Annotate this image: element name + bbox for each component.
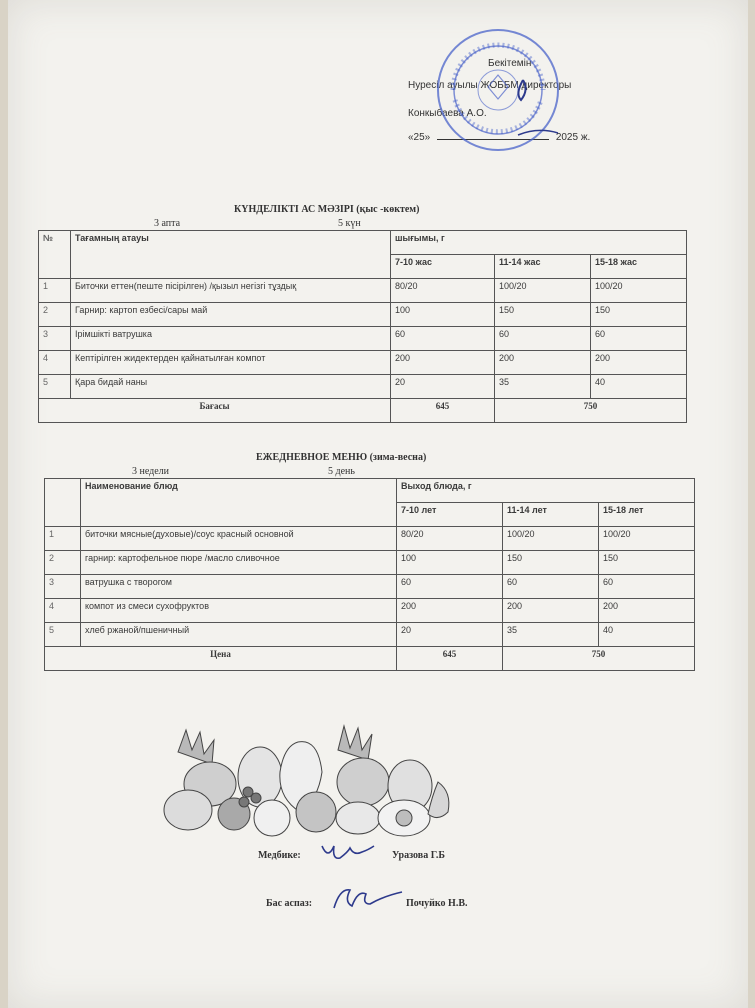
cook-name: Почуйко Н.В. bbox=[406, 898, 468, 909]
yield-cell: 60 bbox=[599, 575, 695, 599]
kz-menu-week: 3 апта bbox=[154, 218, 181, 229]
yield-cell: 35 bbox=[495, 375, 591, 399]
table-row bbox=[45, 527, 695, 551]
dish-name: компот из смеси сухофруктов bbox=[81, 599, 397, 623]
kz-header-num: № bbox=[39, 231, 71, 279]
cook-signature bbox=[330, 884, 406, 914]
row-number: 5 bbox=[39, 375, 71, 399]
yield-cell: 150 bbox=[599, 551, 695, 575]
dish-name: Ірімшікті ватрушка bbox=[71, 327, 391, 351]
price-value: 750 bbox=[495, 399, 687, 423]
row-number: 2 bbox=[39, 303, 71, 327]
kz-header-age: 15-18 жас bbox=[591, 255, 687, 279]
table-row bbox=[39, 351, 687, 375]
approval-day: «25» bbox=[408, 132, 431, 143]
row-number: 4 bbox=[45, 599, 81, 623]
table-row bbox=[39, 279, 687, 303]
row-number: 3 bbox=[45, 575, 81, 599]
yield-cell: 40 bbox=[599, 623, 695, 647]
yield-cell: 60 bbox=[495, 327, 591, 351]
yield-cell: 35 bbox=[503, 623, 599, 647]
yield-cell: 200 bbox=[503, 599, 599, 623]
price-value: 645 bbox=[391, 399, 495, 423]
yield-cell: 60 bbox=[397, 575, 503, 599]
row-number: 1 bbox=[39, 279, 71, 303]
fruit-illustration bbox=[148, 722, 468, 840]
ru-menu-title: ЕЖЕДНЕВНОЕ МЕНЮ (зима-весна) bbox=[256, 452, 427, 463]
ru-menu-table bbox=[44, 478, 695, 671]
yield-cell: 20 bbox=[397, 623, 503, 647]
ru-header-age: 7-10 лет bbox=[397, 503, 503, 527]
table-row bbox=[45, 551, 695, 575]
yield-cell: 150 bbox=[591, 303, 687, 327]
yield-cell: 100/20 bbox=[599, 527, 695, 551]
yield-cell: 150 bbox=[495, 303, 591, 327]
dish-name: биточки мясные(духовые)/соус красный основной bbox=[81, 527, 397, 551]
row-number: 1 bbox=[45, 527, 81, 551]
kz-menu-day: 5 күн bbox=[338, 218, 361, 229]
price-row bbox=[39, 399, 687, 423]
yield-cell: 80/20 bbox=[391, 279, 495, 303]
yield-cell: 150 bbox=[503, 551, 599, 575]
ru-header-age: 15-18 лет bbox=[599, 503, 695, 527]
kz-header-age: 7-10 жас bbox=[391, 255, 495, 279]
table-row bbox=[45, 599, 695, 623]
dish-name: Қара бидай наны bbox=[71, 375, 391, 399]
yield-cell: 20 bbox=[391, 375, 495, 399]
yield-cell: 200 bbox=[391, 351, 495, 375]
dish-name: хлеб ржаной/пшеничный bbox=[81, 623, 397, 647]
kz-header-yield: шығымы, г bbox=[391, 231, 687, 255]
approval-title: Бекітемін bbox=[488, 58, 532, 69]
price-value: 750 bbox=[503, 647, 695, 671]
ru-header-age: 11-14 лет bbox=[503, 503, 599, 527]
table-row bbox=[45, 575, 695, 599]
yield-cell: 40 bbox=[591, 375, 687, 399]
ru-header-num bbox=[45, 479, 81, 527]
table-row bbox=[39, 375, 687, 399]
table-row bbox=[45, 623, 695, 647]
yield-cell: 60 bbox=[391, 327, 495, 351]
kz-header-name: Тағамның атауы bbox=[71, 231, 391, 279]
yield-cell: 100/20 bbox=[591, 279, 687, 303]
nurse-signature bbox=[318, 840, 378, 864]
yield-cell: 200 bbox=[397, 599, 503, 623]
dish-name: Гарнир: картоп езбесі/сары май bbox=[71, 303, 391, 327]
approval-position: Нуресіл ауылы ЖОББМ директоры bbox=[408, 80, 572, 91]
yield-cell: 80/20 bbox=[397, 527, 503, 551]
price-label: Бағасы bbox=[39, 399, 391, 423]
document-page bbox=[8, 0, 748, 1008]
yield-cell: 200 bbox=[495, 351, 591, 375]
row-number: 4 bbox=[39, 351, 71, 375]
yield-cell: 60 bbox=[591, 327, 687, 351]
yield-cell: 60 bbox=[503, 575, 599, 599]
yield-cell: 200 bbox=[599, 599, 695, 623]
ru-menu-day: 5 день bbox=[328, 466, 355, 477]
yield-cell: 100 bbox=[397, 551, 503, 575]
nurse-name: Уразова Г.Б bbox=[392, 850, 446, 861]
ru-header-yield: Выход блюда, г bbox=[397, 479, 695, 503]
kz-menu-title: КҮНДЕЛІКТІ АС МӘЗІРІ (қыс -көктем) bbox=[234, 204, 420, 215]
dish-name: Кептірілген жидектерден қайнатылған компот bbox=[71, 351, 391, 375]
row-number: 5 bbox=[45, 623, 81, 647]
kz-header-age: 11-14 жас bbox=[495, 255, 591, 279]
price-value: 645 bbox=[397, 647, 503, 671]
approval-year: 2025 ж. bbox=[555, 132, 591, 143]
nurse-label: Медбике: bbox=[258, 850, 301, 861]
row-number: 3 bbox=[39, 327, 71, 351]
ru-header-name: Наименование блюд bbox=[81, 479, 397, 527]
table-row bbox=[39, 327, 687, 351]
price-label: Цена bbox=[45, 647, 397, 671]
yield-cell: 100 bbox=[391, 303, 495, 327]
yield-cell: 200 bbox=[591, 351, 687, 375]
price-row bbox=[45, 647, 695, 671]
kz-menu-table bbox=[38, 230, 687, 423]
ru-menu-week: 3 недели bbox=[132, 466, 170, 477]
row-number: 2 bbox=[45, 551, 81, 575]
dish-name: ватрушка с творогом bbox=[81, 575, 397, 599]
approval-name: Конкыбаева А.О. bbox=[408, 108, 487, 119]
yield-cell: 100/20 bbox=[503, 527, 599, 551]
dish-name: Биточки еттен(пеште пісірілген) /қызыл негізгі тұздық bbox=[71, 279, 391, 303]
round-stamp bbox=[433, 25, 563, 155]
table-row bbox=[39, 303, 687, 327]
yield-cell: 100/20 bbox=[495, 279, 591, 303]
dish-name: гарнир: картофельное пюре /масло сливочное bbox=[81, 551, 397, 575]
cook-label: Бас аспаз: bbox=[266, 898, 313, 909]
